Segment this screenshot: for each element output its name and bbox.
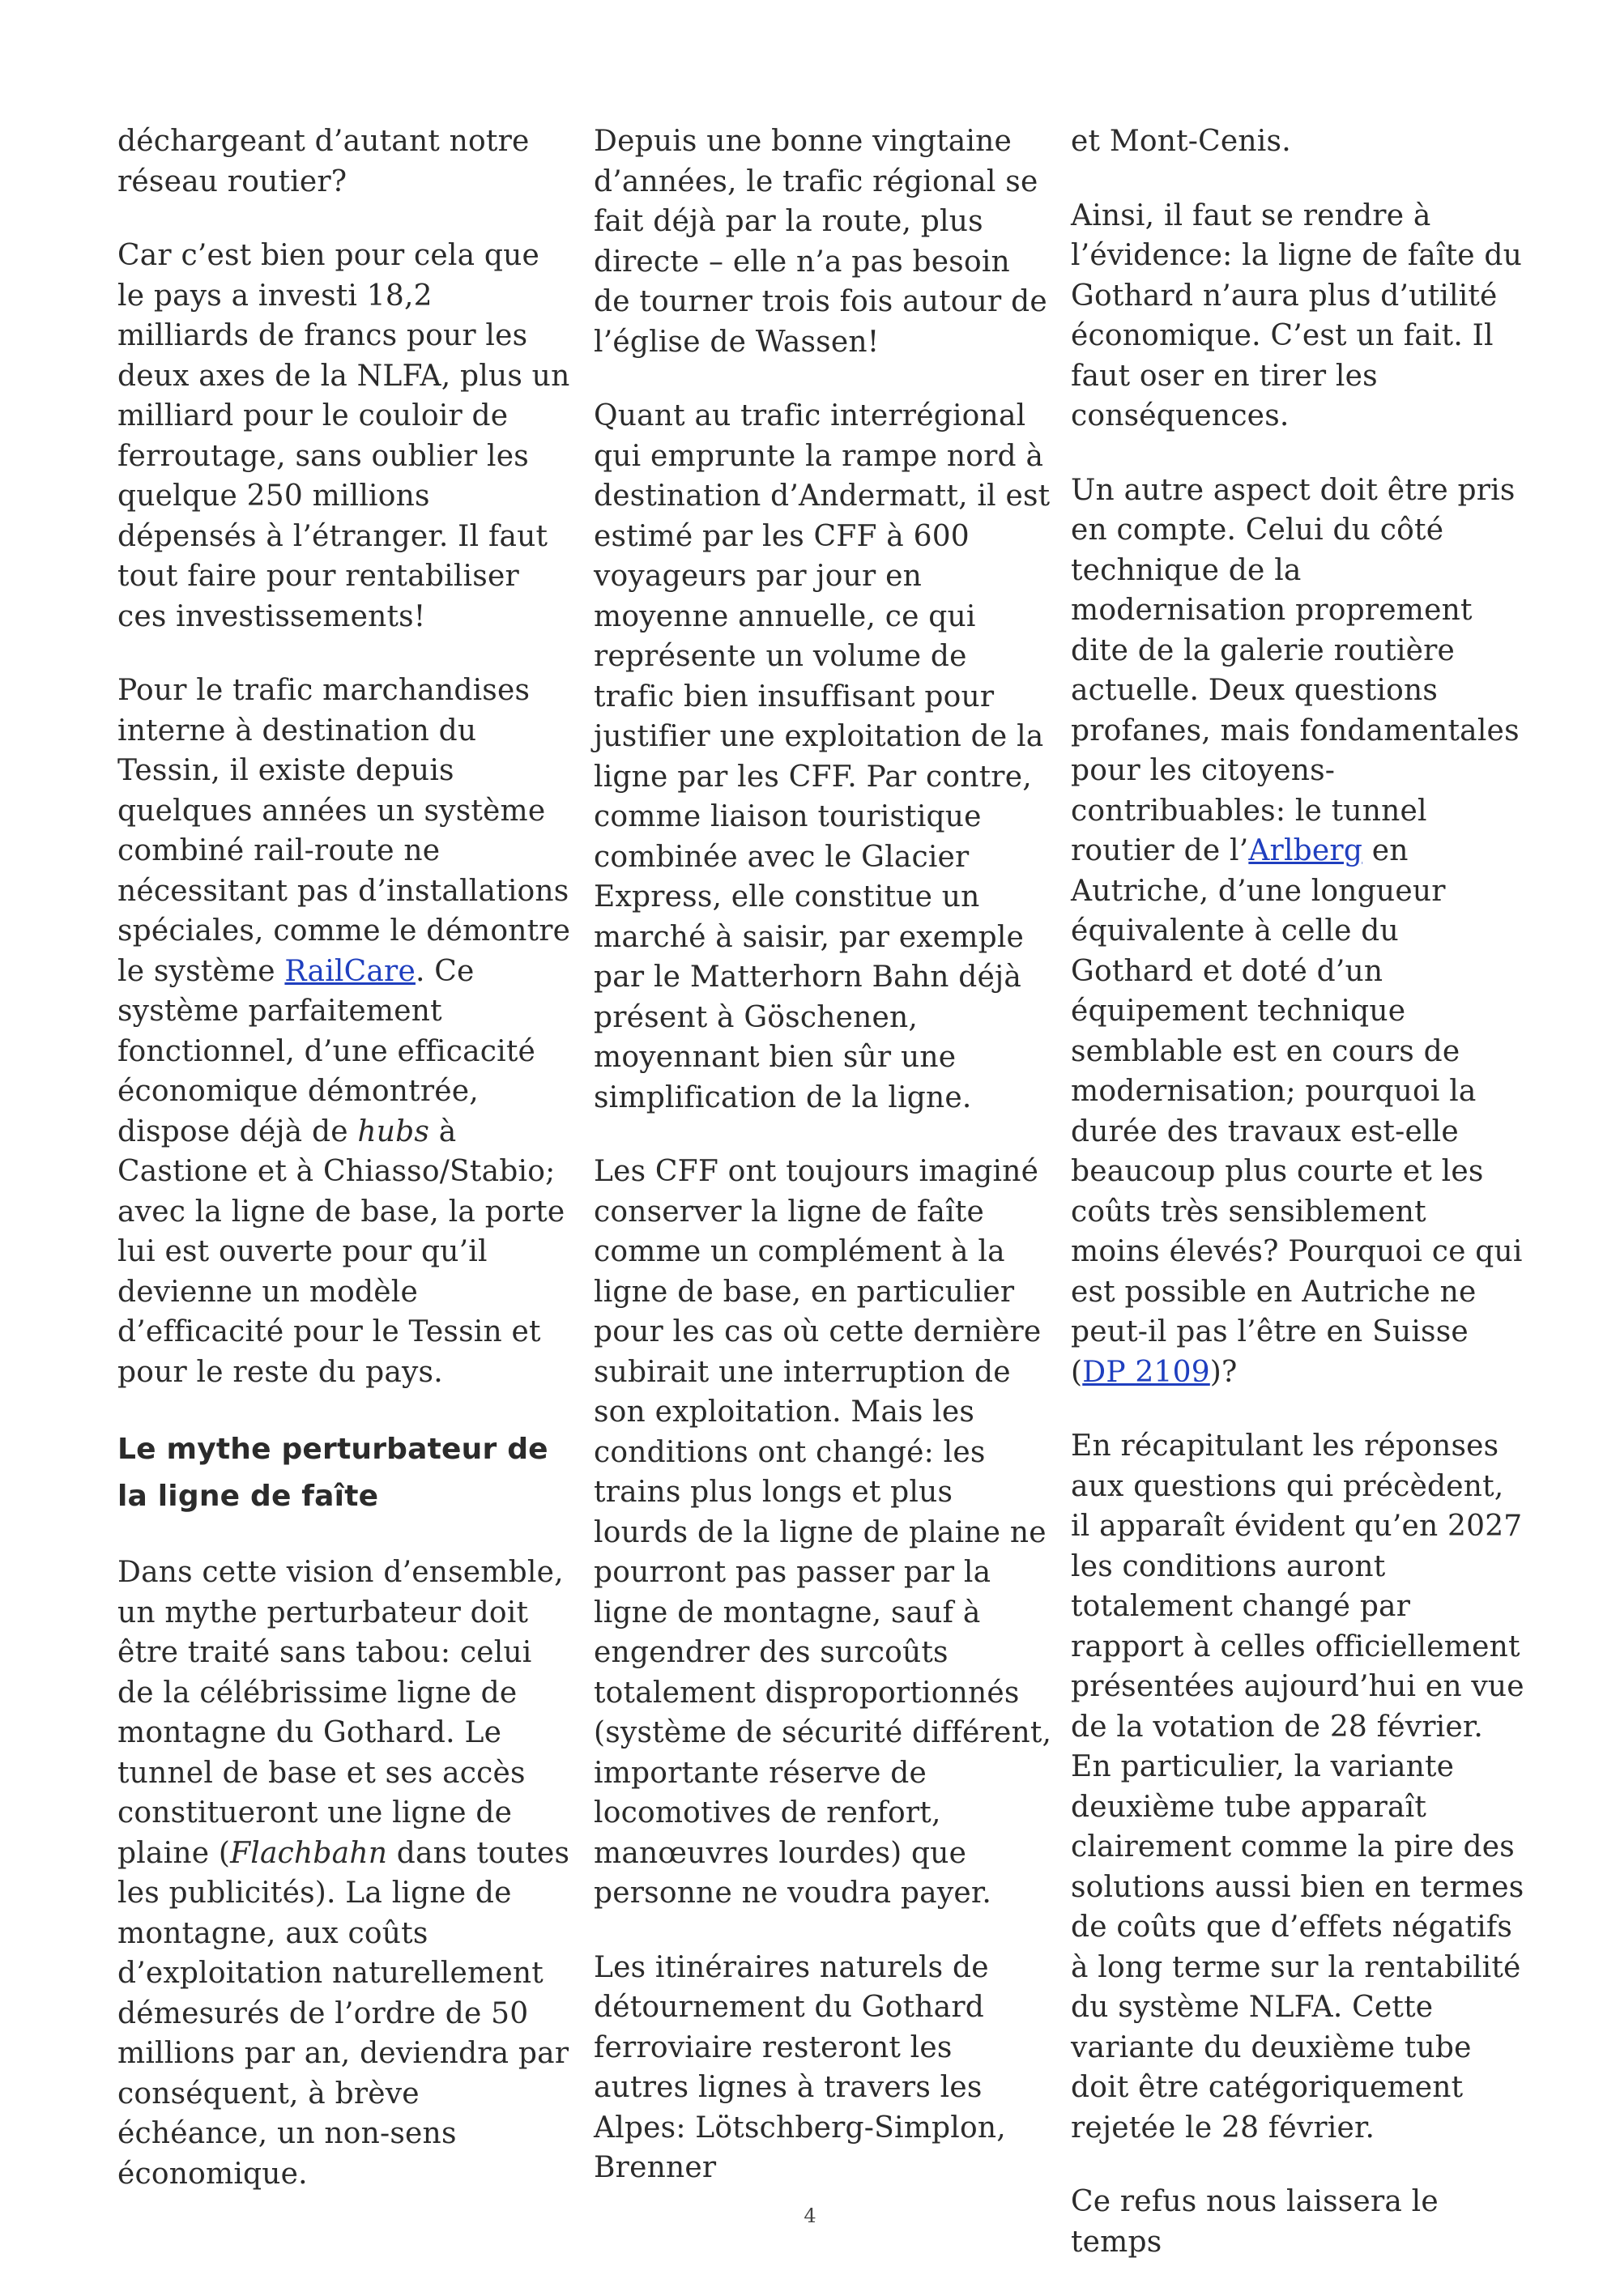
paragraph: Depuis une bonne vingtaine d’années, le trafic régional se fait déjà par la route, plus directe – elle n’a pas besoin de tourner trois fois autour de l’église de Wassen! [594,125,1047,359]
paragraph: Les itinéraires naturels de détournement du Gothard ferroviaire resteront les autres lignes à travers les Alpes: Lötschberg-Simplon, Brenner [594,1950,1006,2184]
paragraph: Les CFF ont toujours imaginé conserver la ligne de faîte comme un complément à la ligne de base, en particulier pour les cas où cette dernière subirait une interruption de son exploitation. Mais les conditions ont changé: les trains plus longs et plus lourds de la ligne de plaine ne pourront pas passer par la ligne de montagne, sauf à engendrer des surcoûts totalement disproportionnés (système de sécurité différent, importante réserve de locomotives de renfort, manœuvres lourdes) que personne ne voudra payer. [594,1155,1052,1910]
text-run: Pour le trafic marchandises interne à destination du Tessin, il existe depuis quelques années un système combiné rail-route ne nécessitant pas d’installations spéciales, comme le démontre le système [117,674,571,988]
text-run: Un autre aspect doit être pris en compte. Celui du côté technique de la modernisation proprement dite de la galerie routière actuelle. Deux questions profanes, mais fondamentales pour les citoyens-contribuables: le tunnel routier de l’ [1071,473,1520,867]
text-run: dans toutes les publicités). La ligne de montagne, aux coûts d’exploitation naturellement démesurés de l’ordre de 50 millions par an, deviendra par conséquent, à brève échéance, un non-sens économique. [117,1836,570,2191]
text-run: à Castione et à Chiasso/Stabio; avec la ligne de base, la porte lui est ouverte pour qu’il devienne un modèle d’efficacité pour le Tessin et pour le reste du pays. [117,1114,565,1389]
column-2 [594,121,1054,2222]
paragraph: Car c’est bien pour cela que le pays a investi 18,2 milliards de francs pour les deux axes de la NLFA, plus un milliard pour le couloir de ferroutage, sans oublier les quelque 250 millions dépensés à l’étranger. Il faut tout faire pour rentabiliser ces investissements! [117,239,570,633]
paragraph: Quant au trafic interrégional qui emprunte la rampe nord à destination d’Andermatt, il est estimé par les CFF à 600 voyageurs par jour en moyenne annuelle, ce qui représente un volume de trafic bien insuffisant pour justifier une exploitation de la ligne par les CFF. Par contre, comme liaison touristique combinée avec le Glacier Express, elle constitue un marché à saisir, par exemple par le Matterhorn Bahn déjà présent à Göschenen, moyennant bien sûr une simplification de la ligne. [594,399,1051,1114]
page-number: 4 [804,2204,816,2227]
column-3 [1071,121,1524,2296]
italic-text: hubs [357,1114,430,1148]
column-1 [117,121,571,2228]
text-run: en Autriche, d’une longueur équivalente à celle du Gothard et doté d’un équipement technique semblable est en cours de modernisation; pourquoi la durée des travaux est-elle beaucoup plus courte et les coûts très sensiblement moins élevés? Pourquoi ce qui est possible en Autriche ne peut-il pas l’être en Suisse ( [1071,834,1523,1389]
dp-2109-link[interactable]: DP 2109 [1082,1355,1210,1389]
italic-text: Flachbahn [230,1836,388,1870]
text-run: )? [1209,1355,1238,1389]
paragraph: Ce refus nous laissera le temps [1071,2185,1439,2259]
arlberg-link[interactable]: Arlberg [1248,834,1363,867]
paragraph: et Mont-Cenis. [1071,125,1291,158]
paragraph: En récapitulant les réponses aux questions qui précèdent, il apparaît évident qu’en 2027 les conditions auront totalement changé par rapport à celles officiellement présentées aujourd’hui en vue de la votation de 28 février. En particulier, la variante deuxième tube apparaît clairement comme la pire des solutions aussi bien en termes de coûts que d’effets négatifs à long terme sur la rentabilité du système NLFA. Cette variante du deuxième tube doit être catégoriquement rejetée le 28 février. [1071,1429,1524,2145]
text-run: Dans cette vision d’ensemble, un mythe perturbateur doit être traité sans tabou: celui de la célébrissime ligne de montagne du Gothard. Le tunnel de base et ses accès constitueront une ligne de plaine ( [117,1556,564,1870]
paragraph [117,671,571,1392]
paragraph: Ainsi, il faut se rendre à l’évidence: la ligne de faîte du Gothard n’aura plus d’utilité économique. C’est un fait. Il faut oser en tirer les conséquences. [1071,198,1523,432]
railcare-link[interactable]: RailCare [284,954,416,988]
paragraph [117,1553,571,2194]
paragraph: déchargeant d’autant notre réseau routier? [117,125,530,198]
section-heading: Le mythe perturbateur de la ligne de faîte [117,1433,548,1513]
text-run: . Ce système parfaitement fonctionnel, d’une efficacité économique démontrée, dispose déjà de [117,954,536,1148]
paragraph [1071,471,1524,1393]
